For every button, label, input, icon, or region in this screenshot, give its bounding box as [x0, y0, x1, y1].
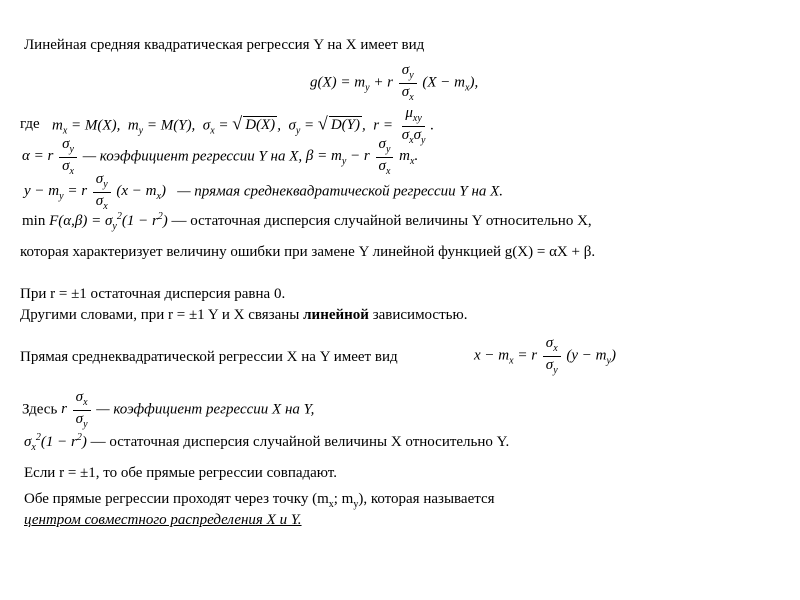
- definitions-formula: $m_x = M(X)$, $m_y = M(Y)$, $\sigma_x$ = √ D(X) , $\sigma_y$ = √ D(Y) , r = $\frac{\mu_{xy}}{\sigma_x\sigma_y}$ .: [52, 105, 435, 146]
- r-one-text: При r = ±1 остаточная дисперсия равна 0.: [20, 286, 286, 302]
- x-on-y-formula: $x - m_x = r$ $\frac{\sigma_x}{\sigma_y}$ $(y - m_y)$: [474, 335, 616, 376]
- coef-xy-line: Здесь r $\frac{\sigma_x}{\sigma_y}$ — коэффициент регрессии X на Y,: [22, 389, 315, 430]
- coincide-text: Если r = ±1, то обе прямые регрессии совпадают.: [24, 465, 337, 481]
- residual-x-line: $\sigma_x^2(1 - r^2)$ — остаточная дисперсия случайной величины X относительно Y.: [24, 432, 510, 453]
- residual-text-2: которая характеризует величину ошибки при замене Y линейной функцией g(X) = αX + β.: [20, 244, 596, 260]
- residual-text-1: — остаточная дисперсия случайной величины Y относительно X,: [171, 213, 592, 229]
- alpha-line: α = r $\frac{\sigma_y}{\sigma_x}$ — коэффициент регрессии Y на X, $\beta = m_y - r$ $\frac{\sigma_y}{\sigma_x}$ $m_x$.: [22, 136, 419, 177]
- center-text-2: центром совместного распределения X и Y.: [24, 512, 302, 528]
- here-label: Здесь: [22, 401, 58, 418]
- linear-dependency-text: Другими словами, при r = ±1 Y и X связаны линейной зависимостью.: [20, 307, 468, 323]
- center-text-1: Обе прямые регрессии проходят через точку ($m_x$; $m_y$), которая называется: [24, 491, 495, 510]
- intro-text: Линейная средняя квадратическая регрессия Y на X имеет вид: [24, 37, 425, 53]
- regression-formula: $g(X) = m_y + r$ $\frac{\sigma_y}{\sigma_x}$ $(X - m_x)$,: [310, 62, 479, 103]
- coef-xy-text: — коэффициент регрессии X на Y,: [96, 401, 315, 418]
- line-eq-text: — прямая среднеквадратической регрессии Y на X.: [177, 183, 504, 200]
- x-on-y-text: Прямая среднеквадратической регрессии X на Y имеет вид: [20, 349, 398, 365]
- residual-line: $\min F(\alpha,\beta) = \sigma_y^2(1 - r^2)$ — остаточная дисперсия случайной величины Y относительно X,: [22, 211, 592, 232]
- where-label: где: [20, 116, 40, 132]
- line-equation: $y - m_y = r$ $\frac{\sigma_y}{\sigma_x}$ $(x - m_x)$ — прямая среднеквадратической регрессии Y на X.: [24, 171, 504, 212]
- residual-x-text: — остаточная дисперсия случайной величины X относительно Y.: [90, 434, 510, 450]
- alpha-text: — коэффициент регрессии Y на X,: [82, 148, 303, 165]
